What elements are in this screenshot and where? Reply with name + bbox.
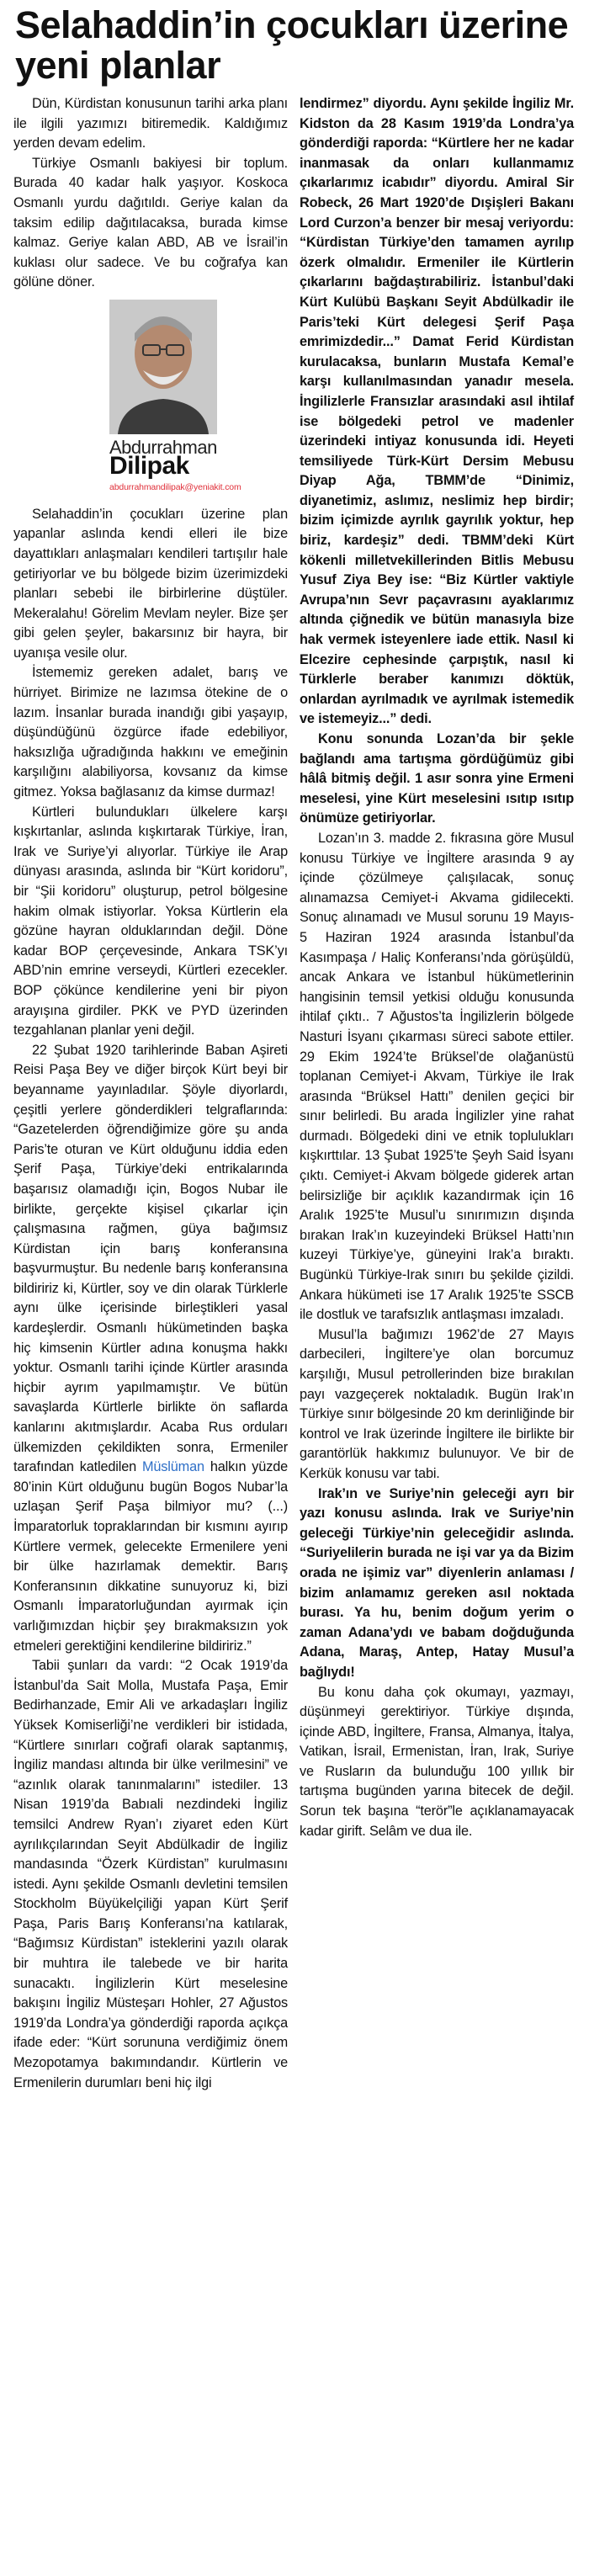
paragraph: Lozan’ın 3. madde 2. fıkrasına göre Musul konusu Türkiye ve İngiltere arasında 9 ay içinde çözülmeye çalışılacak, sonuç alınamazsa Cemiyet-i Akvama gidilecekti. Sonuç alınamadı ve Musul sorunu 19 Mayıs- 5 Haziran 1924 arasında İstanbul’da Kasımpaşa / Haliç Konferansı’nda görüşüldü, ancak Ankara ve İstanbul hükümetlerinin hangisinin temsil yetkisi olduğu konusunda ihtilaf çıktı.. 7 Ağustos’ta İngilizlerin bölgede Nasturi İsyanı çıkarması süreci sabote ettiler. 29 Ekim 1924’te Brüksel’de olağanüstü toplanan Cemiyet-i Akvam, Türkiye ile Irak arasında “Brüksel Hattı” denilen geçici bir sınır belirledi. Bu arada İngilizler yine rahat durmadı. Bölgedeki dini ve etnik toplulukları kışkırttılar. 13 Şubat 1925’te Şeyh Said İsyanı çıktı. Cemiyet-i Akvam bölgede giderek artan belirsizliğe bir açıklık kazandırmak için 16 Aralık 1925’te Musul’u sınırımızın dışında bırakan Irak’ın kuzeyindeki Brüksel Hattı’nın kuzeyi Türkiye’ye, güneyini Irak’a bıraktı. Bugünkü Türkiye-Irak sınırı bu şekilde çizildi. Ankara hükümeti ise 17 Aralık 1925’te SSCB ile dostluk ve tarafsızlık antlaşması imzaladı.: [300, 830, 574, 1323]
author-portrait-icon: [109, 300, 217, 434]
author-last-name: Dilipak: [109, 451, 189, 480]
author-email[interactable]: abdurrahmandilipak@yeniakit.com: [109, 482, 241, 493]
headline: Selahaddin’in çocukları üzerine yeni planlar: [15, 3, 569, 87]
paragraph: Irak’ın ve Suriye’nin geleceği ayrı bir yazı konusu aslında. Irak ve Suriye’nin geleceği Türkiye’nin geleceğidir aslında. “Suriyelilerin burada ne işi var ya da Bizim orada ne işimiz var” diyenlerin anlaması / bizim anlamamız gereken asıl noktada burası. Ya hu, benim doğum yerim o zaman Adana’ydı ve babam doğduğunda Adana, Maraş, Antep, Hatay Musul’a bağlıydı!: [300, 1485, 574, 1680]
paragraph-text: 22 Şubat 1920 tarihlerinde Baban Aşireti Reisi Paşa Bey ve diğer birçok Kürt beyi bir beyanname yayınladılar. Şöyle diyorlardı, çeşitli yerlere gönderdikleri telgraflarında: “Gazetelerden öğrendiğimize göre şu anda Paris’te oturan ve Kürt olduğunu iddia eden Şerif Paşa, Türkiye’deki entrikalarında başarısız olamadığı için, Bogos Nubar ile birlikte, gerçekte kişisel çıkarlar için çalışmasına rağmen, güya bağımsız Kürdistan için barış konferansına başvurmuştur. Bu nedenle barış konferansına bildiririz ki, Kürtler, soy ve din olarak Türklerle aynı ülke içerisinde birleştikleri yasal kardeşlerdir. Osmanlı hükümetinden başka hiç kimsenin Kürtler adına konuşma hakkı yoktur. Osmanlı tarihi içinde Kürtler arasında hiçbir ayrım yapılmamıştır. Ve bütün savaşlarda Kürtlerle birlikte ön saflarda kanlarını akıtmışlardır. Acaba Rus orduları ülkemizden çekildikten sonra, Ermeniler tarafından katledilen: [13, 1042, 288, 1475]
right-column: [300, 94, 574, 1841]
paragraph: Türkiye Osmanlı bakiyesi bir toplum. Burada 40 kadar halk yaşıyor. Koskoca Osmanlı yurdu dağıtıldı. Geriye kalan da taksim edilip dağıtılacaksa, burada kimse kalmaz. Geriye kalan ABD, AB ve İsrail’in kuklası olur sadece. Ve bu coğrafya kan gölüne döner.: [13, 155, 288, 290]
paragraph: Tabii şunları da vardı: “2 Ocak 1919’da İstanbul’da Sait Molla, Mustafa Paşa, Emir Bedirhanzade, Emir Ali ve arkadaşları İngiliz Yüksek Komiserliği’ne verdikleri bir istidada, “Kürtlere sınırları coğrafi olarak saptanmış, İngiliz mandası altında bir ülke verilmesini” ve “azınlık olarak tanınmalarını” istediler. 13 Nisan 1919’da Babıali nezdindeki İngiliz temsilci Andrew Ryan’ı ziyaret eden Kürt ayrılıkçılarından Seyit Abdülkadir de İngiliz mandasında “Özerk Kürdistan” kurulmasını istedi. Aynı şekilde Osmanlı devletini temsilen Stockholm Büyükelçiliği yapan Kürt Şerif Paşa, Paris Barış Konferansı’na katılarak, “Bağımsız Kürdistan” isteklerini yazılı olarak bir muhtıra ile talebede ve bir harita sunacaktı. İngilizlerin Kürt meselesine bakışını İngiliz Müsteşarı Hohler, 27 Ağustos 1919’da Londra’ya gönderdiği raporda açıkça ifade eder: “Kürt sorununa verdiğimiz önem Mezopotamya bakımındandır. Kürtlerin ve Ermenilerin durumları beni hiç ilgi: [13, 1658, 288, 2090]
highlighted-word[interactable]: Müslüman: [141, 1459, 204, 1475]
paragraph: Bu konu daha çok okumayı, yazmayı, düşünmeyi gerektiriyor. Türkiye dışında, içinde ABD, İngiltere, Fransa, Almanya, İtalya, Vatikan, İsrail, Ermenistan, İran, Irak, Suriye ve Rusların da bulunduğu 100 yıllık bir tartışma bugünden yarına bitecek de değil. Sorun tek başına “terör”le açıklanamayacak kadar girift. Selâm ve dua ile.: [300, 1684, 574, 1839]
paragraph: İstememiz gereken adalet, barış ve hürriyet. Birimize ne lazımsa ötekine de o lazım. İnsanlar burada inandığı gibi yaşayıp, düşündüğünü özgürce ifade edebiliyor, haksızlığa uğradığında hakkını ve emeğinin karşılığını alabiliyorsa, kovsanız da kimse gitmez. Yoksa bağlasanız da kimse durmaz!: [13, 665, 288, 800]
paragraph: lendirmez” diyordu. Aynı şekilde İngiliz Mr. Kidston da 28 Kasım 1919’da Londra’ya gönderdiği raporda: “Kürtlere her ne kadar inanmasak da onları kullanmamız çıkarlarımız icabıdır” diyordu. Amiral Sir Robeck, 26 Mart 1920’de Dışişleri Bakanı Lord Curzon’a benzer bir mesaj veriyordu: “Kürdistan Türkiye’den tamamen ayrılıp özerk olmalıdır. Ermeniler ile Kürtlerin çıkarlarını bağdaştırabiliriz. İstanbul’daki Kürt Kulübü Başkanı Seyit Abdülkadir ile Paris’teki Kürt delegesi Şerif Paşa emrimizdedir...” Damat Ferid Kürdistan kurulacaksa, bunların Mustafa Kemal’e karşı kullanılmasından yanadır mesela. İngilizlerle Fransızlar arasındaki asıl ihtilaf ise bölgedeki petrol ve madenler üzerindeki intiyaz konusunda idi. Heyeti temsiliyede Türk-Kürt Dersim Mebusu Diyap Ağa, TBMM’de “Dinimiz, diyanetimiz, aslımız, neslimiz hep birdir; bizim içimizde ayrılık gayrılık yoktur, hep biriz, kardeşiz” dedi. TBMM’deki Kürt kökenli milletvekillerinden Bitlis Mebusu Yusuf Ziya Bey ise: “Biz Kürtler vaktiyle Avrupa’nın Sevr paçavrasını ayaklarımız altında çiğnedik ve bütün manasıyla bize hak vermek isteyenlere iade ettik. Nasıl ki Elcezire cephesinde çarpıştık, nasıl ki Türklerle beraber kanımızı döktük, onlardan ayrılmadık ve ayrılmak istemedik ve istemeyiz...” dedi.: [300, 96, 574, 727]
paragraph: Dün, Kürdistan konusunun tarihi arka planı ile ilgili yazımızı bitiremedik. Kaldığımız yerden devam edelim.: [13, 96, 288, 151]
paragraph: [13, 1041, 288, 1656]
author-box: [109, 300, 288, 498]
paragraph: Musul’la bağımızı 1962’de 27 Mayıs darbecileri, İngiltere’ye olan borcumuz karşılığı, Musul petrollerinden bize bırakılan payı vazgeçerek noktaladık. Bugün Irak’ın Türkiye sınır bölgesinde 20 km derinliğinde bir kontrol ve Irak üzerinde İngiltere ile birlikte bir garantörlük hakkımız bulunuyor. Ve bir de Kerkük konusu var tabi.: [300, 1326, 574, 1481]
paragraph: Selahaddin’in çocukları üzerine plan yapanlar aslında kendi elleri ile bize dayattıkları anlaşmaları kendileri tartışılır hale getiriyorlar ve bu bölgede bizim üzerimizdeki planları sebebi ile birbirlerine düştüler. Mekeralahu! Görelim Mevlam neyler. Bize şer gibi gelen şeyler, bakarsınız bir hayra, bir uyanışa vesile olur.: [13, 506, 288, 661]
paragraph: Kürtleri bulundukları ülkelere karşı kışkırtanlar, aslında kışkırtarak Türkiye, İran, Irak ve Suriye’yi alıyorlar. Türkiye ile Arap dünyası arasında, aslında bir “Kürt koridoru”, bir “Şii koridoru” oluşturup, petrol bölgesine hakim olmak istiyorlar. Yoksa Kürtlerin ela gözüne hayran olduklarından değil. Döne kadar BOP çerçevesinde, Ankara TSK’yı ABD’nin emrine verseydi, Kürtleri ezecekler. BOP çöküncе kendilerine yeni bir piyon arayışına girdiler. PKK ve PYD üzerinden tezgahlanan planlar yeni değil.: [13, 804, 288, 1038]
paragraph: Konu sonunda Lozan’da bir şekle bağlandı ama tartışma gördüğümüz gibi hâlâ bitmiş değil. 1 asır sonra yine Ermeni meselesi, yine Kürt meselesini ısıtıp ısıtıp önümüze getiriyorlar.: [300, 731, 574, 826]
left-column: [13, 94, 288, 2093]
author-first-name: Abdurrahman: [109, 436, 217, 458]
paragraph-text: halkın yüzde 80’inin Kürt olduğunu bugün Bogos Nubar’la uzlaşan Şerif Paşa bilmiyor mu? (...) İmparatorluk topraklarından bir kısmını ayırıp Kürtlere vermek, gelecekte Ermenilere yeni bir ülke hazırlamak demektir. Barış Konferansının dikkatine sunuyoruz ki, bizi Osmanlı İmparatorluğundan ayırmak için varlığımızdan hiçbir şey bırakmaksızın yok etmeleri gerektiğini kendilerine bildiririz.”: [13, 1459, 288, 1654]
author-photo: [109, 300, 217, 434]
